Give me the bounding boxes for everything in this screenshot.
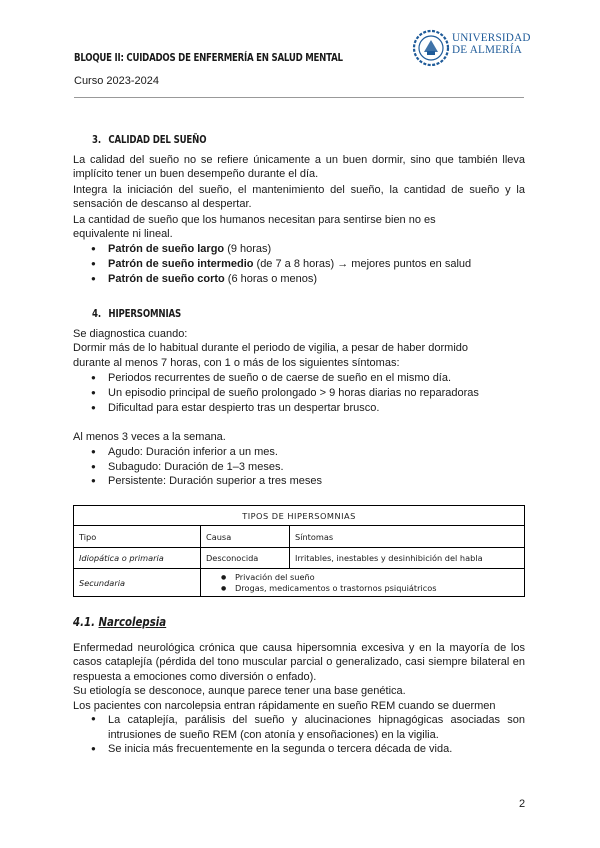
subsection-title: Narcolepsia	[98, 615, 167, 629]
bullet-icon: ●	[221, 584, 227, 592]
page-number: 2	[519, 798, 526, 810]
paragraph: Dormir más de lo habitual durante el periodo de vigilia, a pesar de haber dormido	[73, 342, 469, 354]
list-item: La cataplejía, parálisis del sueño y alucinaciones hipnagógicas asociadas son	[108, 714, 525, 726]
list-item: ● Persistente: Duración superior a tres meses	[91, 475, 322, 487]
bullet-icon: ●	[91, 714, 96, 723]
table-cell: Secundaria	[74, 569, 201, 597]
section-title: CALIDAD DEL SUEÑO	[108, 134, 207, 146]
subsection-number: 4.1.	[73, 615, 95, 629]
subsection-heading	[73, 615, 166, 629]
section-heading-4	[92, 308, 181, 320]
table-title: TIPOS DE HIPERSOMNIAS	[74, 506, 525, 526]
university-seal-icon	[412, 28, 450, 68]
paragraph: durante al menos 7 horas, con 1 o más de los siguientes síntomas:	[73, 357, 400, 369]
table-cell: Irritables, inestables y desinhibición del habla	[290, 548, 525, 569]
paragraph: La cantidad de sueño que los humanos necesitan para sentirse bien no es	[73, 214, 436, 226]
table-cell: Desconocida	[201, 548, 290, 569]
section-title: HIPERSOMNIAS	[108, 308, 182, 320]
paragraph: Los pacientes con narcolepsia entran rápidamente en sueño REM cuando se duermen	[73, 700, 496, 712]
paragraph: La calidad del sueño no se refiere únicamente a un buen dormir, sino que también lleva	[73, 154, 525, 166]
bullet-icon: ●	[91, 447, 96, 456]
document-header-title: BLOQUE II: CUIDADOS DE ENFERMERÍA EN SALUD MENTAL	[74, 52, 343, 64]
list-item: ● Drogas, medicamentos o trastornos psiquiátricos	[221, 582, 437, 593]
bullet-icon: ●	[91, 462, 96, 471]
bullet-icon: ●	[91, 388, 96, 397]
bullet-icon: ●	[91, 274, 96, 283]
list-item: ● Dificultad para estar despierto tras un despertar brusco.	[91, 402, 380, 414]
list-item: ● Subagudo: Duración de 1–3 meses.	[91, 461, 284, 473]
bullet-icon: ●	[91, 744, 96, 753]
university-logo	[412, 26, 531, 70]
header-divider	[74, 97, 524, 98]
list-item: ● Patrón de sueño corto (6 horas o menos)	[91, 273, 318, 285]
logo-text-line1: UNIVERSIDAD	[452, 32, 531, 44]
list-item: ● Privación del sueño	[221, 571, 315, 582]
table-row	[74, 548, 525, 569]
paragraph: implícito tener un buen desempeño durante el día.	[73, 168, 319, 180]
list-item: ● Agudo: Duración inferior a un mes.	[91, 446, 278, 458]
list-item: ● Se inicia más frecuentemente en la segunda o tercera década de vida.	[91, 743, 453, 755]
section-number: 4.	[92, 308, 101, 320]
paragraph: Enfermedad neurológica crónica que causa hipersomnia excesiva y en la mayoría de los	[73, 642, 525, 654]
bullet-icon: ●	[221, 573, 227, 581]
table-cell: Idiopática o primaria	[74, 548, 201, 569]
bullet-icon: ●	[91, 373, 96, 382]
bullet-icon: ●	[91, 476, 96, 485]
bullet-icon: ●	[91, 244, 96, 253]
paragraph: equivalente ni lineal.	[73, 228, 173, 240]
paragraph: Integra la iniciación del sueño, el mantenimiento del sueño, la cantidad de sueño y la	[73, 184, 525, 196]
list-item-continuation: intrusiones de sueño REM (con atonía y ensoñaciones) en la vigilia.	[108, 729, 439, 741]
section-heading-3	[92, 134, 206, 146]
bullet-icon: ●	[91, 259, 96, 268]
table-header-cell: Síntomas	[290, 526, 525, 548]
section-number: 3.	[92, 134, 101, 146]
paragraph: casos cataplejía (pérdida del tono muscular parcial o generalizado, casi siempre bilateral en	[73, 656, 525, 668]
list-item: ● Un episodio principal de sueño prolongado > 9 horas diarias no reparadoras	[91, 387, 479, 399]
list-item: ● Patrón de sueño intermedio (de 7 a 8 horas) → mejores puntos en salud	[91, 258, 472, 270]
table-header-cell: Tipo	[74, 526, 201, 548]
list-item: ● Periodos recurrentes de sueño o de caerse de sueño en el mismo día.	[91, 372, 452, 384]
table-row	[74, 569, 525, 597]
table-header-row	[74, 526, 525, 548]
paragraph: Se diagnostica cuando:	[73, 328, 188, 340]
bullet-icon: ●	[91, 403, 96, 412]
course-label: Curso 2023-2024	[74, 75, 160, 87]
table-cell	[201, 569, 525, 597]
paragraph: Al menos 3 veces a la semana.	[73, 431, 226, 443]
paragraph: respuesta a emociones como diversión o enfado).	[73, 671, 317, 683]
hypersomnia-types-table	[73, 505, 525, 597]
paragraph: sensación de descanso al despertar.	[73, 198, 252, 210]
list-item: ● Patrón de sueño largo (9 horas)	[91, 243, 272, 255]
logo-text-line2: DE ALMERÍA	[452, 44, 523, 56]
table-header-cell: Causa	[201, 526, 290, 548]
paragraph: Su etiología se desconoce, aunque parece tener una base genética.	[73, 685, 406, 697]
